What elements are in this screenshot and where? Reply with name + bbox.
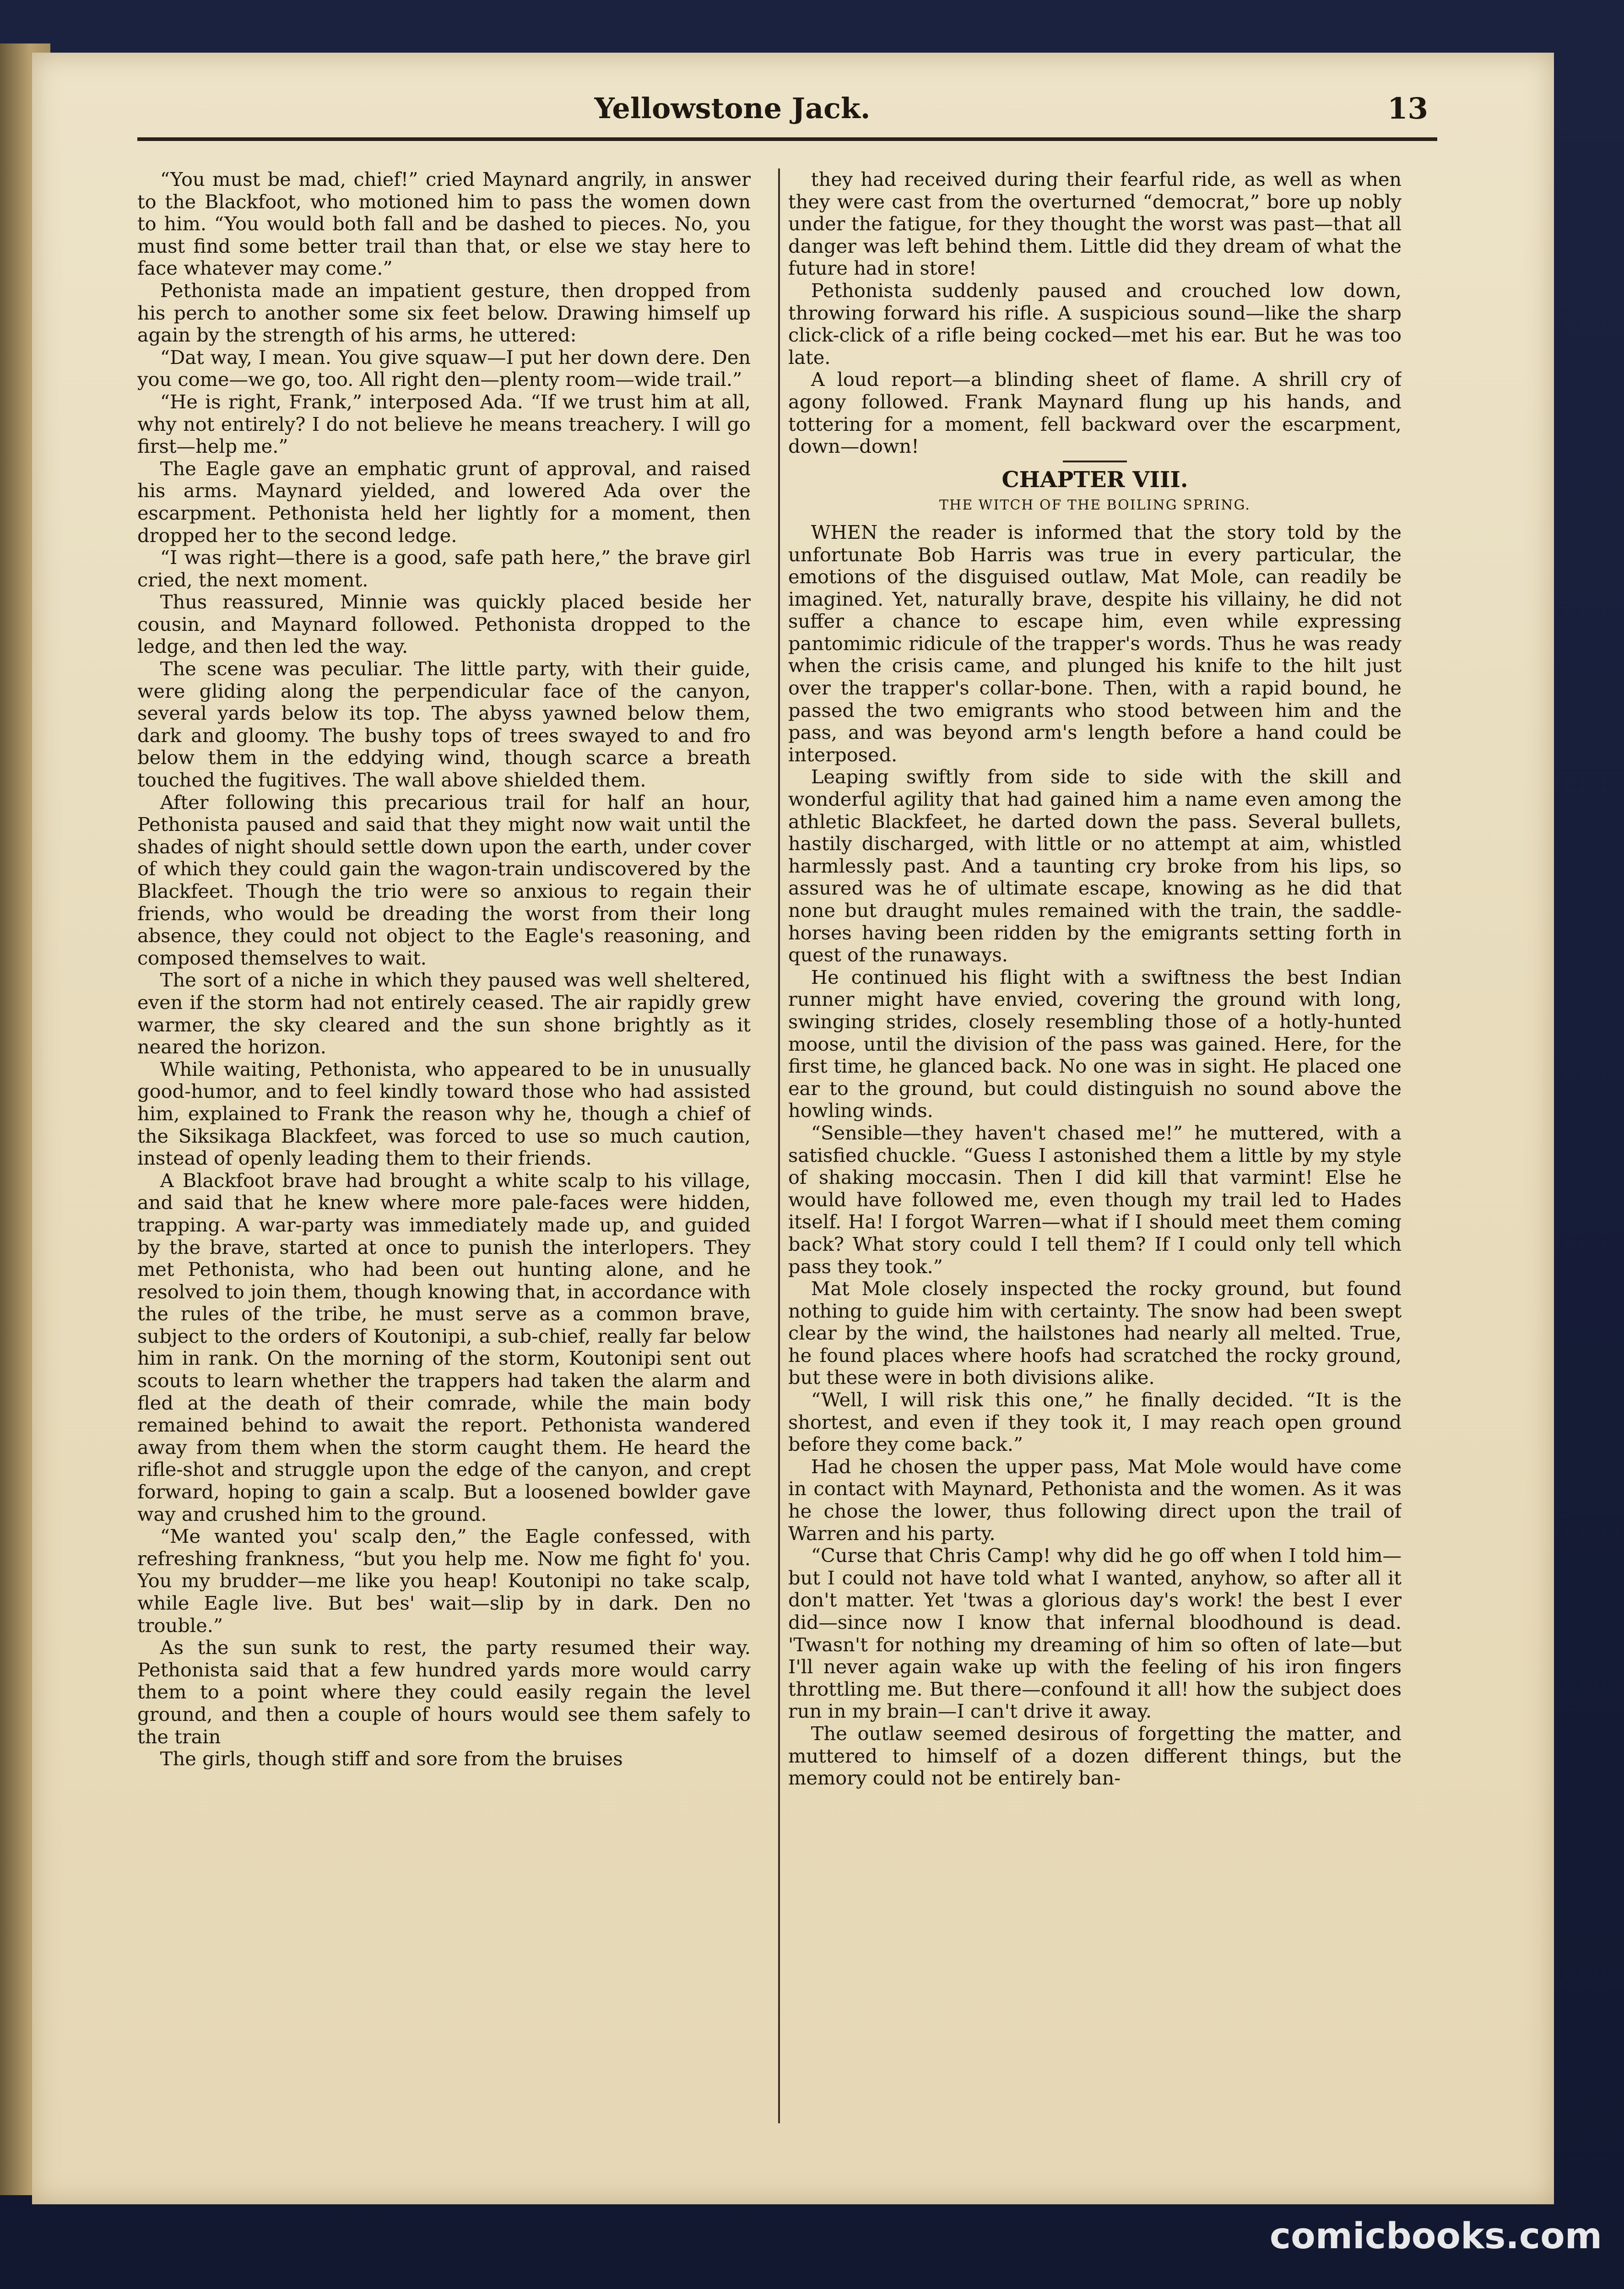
paragraph: Had he chosen the upper pass, Mat Mole would have come in contact with Maynard, Pethonista and the women. As it was he chose the lower, thus following direct upon the trail of Warren and his party. xyxy=(788,1455,1402,1545)
paragraph: Pethonista suddenly paused and crouched low down, throwing forward his rifle. A suspicious sound—like the sharp click-click of a rifle being cocked—met his ear. But he was too late. xyxy=(788,279,1402,369)
paragraph: “Me wanted you' scalp den,” the Eagle confessed, with refreshing frankness, “but you help me. Now me fight fo' you. You my brudder—me like you heap! Koutonipi no take scalp, while Eagle live. But bes' wait—slip by in dark. Den no trouble.” xyxy=(137,1525,751,1637)
paragraph: “Dat way, I mean. You give squaw—I put her down dere. Den you come—we go, too. All right den—plenty room—wide trail.” xyxy=(137,346,751,391)
paragraph: “Well, I will risk this one,” he finally decided. “It is the shortest, and even if they took it, I may reach open ground before they come back.” xyxy=(788,1389,1402,1456)
paragraph: The Eagle gave an emphatic grunt of approval, and raised his arms. Maynard yielded, and lowered Ada over the escarpment. Pethonista held her lightly for a moment, then dropped her to the second ledge. xyxy=(137,457,751,547)
paragraph: The girls, though stiff and sore from the bruises xyxy=(160,1747,623,1770)
paragraph: He continued his flight with a swiftness the best Indian runner might have envied, covering the ground with long, swinging strides, closely resembling those of a hotly-hunted moose, until the division of the pass was gained. Here, for the first time, he glanced back. No one was in sight. He placed one ear to the ground, but could distinguish no sound above the howling winds. xyxy=(788,966,1402,1122)
paragraph: A Blackfoot brave had brought a white scalp to his village, and said that he knew where more pale-faces were hidden, trapping. A war-party was immediately made up, and guided by the brave, started at once to punish the interlopers. They met Pethonista, who had been out hunting alone, and he resolved to join them, though knowing that, in accordance with the rules of the tribe, he must serve as a common brave, subject to the orders of Koutonipi, a sub-chief, really far below him in rank. On the morning of the storm, Koutonipi sent out scouts to learn whether the trappers had taken the alarm and fled at the death of their comrade, while the main body remained behind to await the report. Pethonista wandered away from them when the storm caught them. He heard the rifle-shot and struggle upon the edge of the canyon, and crept forward, hoping to gain a scalp. But a loosened bowlder gave way and crushed him to the ground. xyxy=(137,1169,751,1525)
paragraph: Leaping swiftly from side to side with the skill and wonderful agility that had gained him a name even among the athletic Blackfeet, he darted down the pass. Several bullets, hastily discharged, with little or no attempt at aim, whistled harmlessly past. And a taunting cry broke from his lips, so assured was he of ultimate escape, knowing as he did that none but draught mules remained with the train, the saddle-horses having been ridden by the emigrants setting forth in quest of the runaways. xyxy=(788,765,1402,966)
chapter-rule xyxy=(1063,461,1127,462)
paragraph: The sort of a niche in which they paused was well sheltered, even if the storm had not entirely ceased. The air rapidly grew warmer, the sky cleared and the sun shone brightly as it neared the horizon. xyxy=(137,969,751,1058)
chapter-subtitle: THE WITCH OF THE BOILING SPRING. xyxy=(939,497,1250,514)
paragraph: “You must be mad, chief!” cried Maynard angrily, in answer to the Blackfoot, who motioned him to pass the women down to him. “You would both fall and be dashed to pieces. No, you must find some better trail than that, or else we stay here to face whatever may come.” xyxy=(137,168,751,280)
paragraph: The outlaw seemed desirous of forgetting the matter, and muttered to himself of a dozen different things, but the memory could not be entirely ban- xyxy=(788,1722,1402,1790)
paragraph: After following this precarious trail for half an hour, Pethonista paused and said that they might now wait until the shades of night should settle down upon the earth, under cover of which they could gain the wagon-train undiscovered by the Blackfeet. Though the trio were so anxious to regain their friends, who would be dreading the worst from their long absence, they could not object to the Eagle's reasoning, and composed themselves to wait. xyxy=(137,791,751,969)
right-text-column xyxy=(788,168,1402,2091)
paragraph: they had received during their fearful ride, as well as when they were cast from the overturned “democrat,” bore up nobly under the fatigue, for they thought the worst was past—that all danger was left behind them. Little did they dream of what the future had in store! xyxy=(788,168,1402,280)
site-watermark: comicbooks.com xyxy=(1269,2216,1602,2257)
chapter-heading: CHAPTER VIII. xyxy=(1001,466,1188,493)
paragraph: The scene was peculiar. The little party, with their guide, were gliding along the perpendicular face of the canyon, several yards below its top. The abyss yawned below them, dark and gloomy. The bushy tops of trees swayed to and fro below them in the eddying wind, though scarce a breath touched the fugitives. The wall above shielded them. xyxy=(137,657,751,792)
paragraph: “Sensible—they haven't chased me!” he muttered, with a satisfied chuckle. “Guess I astonished them a little by my style of shaking moccasin. Then I did kill that varmint! Else he would have followed me, even though my trail led to Hades itself. Ha! I forgot Warren—what if I should meet them coming back? What story could I tell them? If I could only tell which pass they took.” xyxy=(788,1121,1402,1278)
paragraph: As the sun sunk to rest, the party resumed their way. Pethonista said that a few hundred yards more would carry them to a point where they could easily regain the level ground, and then a couple of hours would see them safely to the train xyxy=(137,1636,751,1748)
paragraph: “He is right, Frank,” interposed Ada. “If we trust him at all, why not entirely? I do not believe he means treachery. I will go first—help me.” xyxy=(137,390,751,458)
paragraph: “I was right—there is a good, safe path here,” the brave girl cried, the next moment. xyxy=(137,546,751,591)
header-rule xyxy=(137,137,1437,141)
paragraph: Pethonista made an impatient gesture, then dropped from his perch to another some six feet below. Drawing himself up again by the strength of his arms, he uttered: xyxy=(137,279,751,347)
paragraph: “Curse that Chris Camp! why did he go off when I told him—but I could not have told what I wanted, anyhow, so after all it don't matter. Yet 'twas a glorious day's work! the best I ever did—since now I know that infernal bloodhound is dead. 'Twasn't for nothing my dreaming of him so often of late—but I'll never again wake up with the feeling of his iron fingers throttling me. But there—confound it all! how the subject does run in my brain—I can't drive it away. xyxy=(788,1544,1402,1723)
paragraph: Thus reassured, Minnie was quickly placed beside her cousin, and Maynard followed. Pethonista dropped to the ledge, and then led the way. xyxy=(137,591,751,658)
paragraph: Mat Mole closely inspected the rocky ground, but found nothing to guide him with certainty. The snow had been swept clear by the wind, the hailstones had nearly all melted. True, he found places where hoofs had scratched the rocky ground, but these were in both divisions alike. xyxy=(788,1277,1402,1389)
page-number: 13 xyxy=(1387,92,1428,126)
left-text-column xyxy=(137,168,751,2091)
paragraph: A loud report—a blinding sheet of flame. A shrill cry of agony followed. Frank Maynard flung up his hands, and tottering for a moment, fell backward over the escarpment, down—down! xyxy=(788,368,1402,458)
paragraph: While waiting, Pethonista, who appeared to be in unusually good-humor, and to feel kindly toward those who had assisted him, explained to Frank the reason why he, though a chief of the Siksikaga Blackfeet, was forced to use so much caution, instead of openly leading them to their friends. xyxy=(137,1058,751,1170)
running-title: Yellowstone Jack. xyxy=(594,92,871,125)
column-divider xyxy=(778,168,780,2123)
paragraph: WHEN the reader is informed that the story told by the unfortunate Bob Harris was true in every particular, the emotions of the disguised outlaw, Mat Mole, can readily be imagined. Yet, naturally brave, despite his villainy, he did not suffer a chance to escape him, even while expressing pantomimic ridicule of the trapper's words. Thus he was ready when the crisis came, and plunged his knife to the hilt just over the trapper's collar-bone. Then, with a rapid bound, he passed the two emigrants who stood between him and the pass, and was beyond arm's length before a hand could be interposed. xyxy=(788,521,1402,766)
